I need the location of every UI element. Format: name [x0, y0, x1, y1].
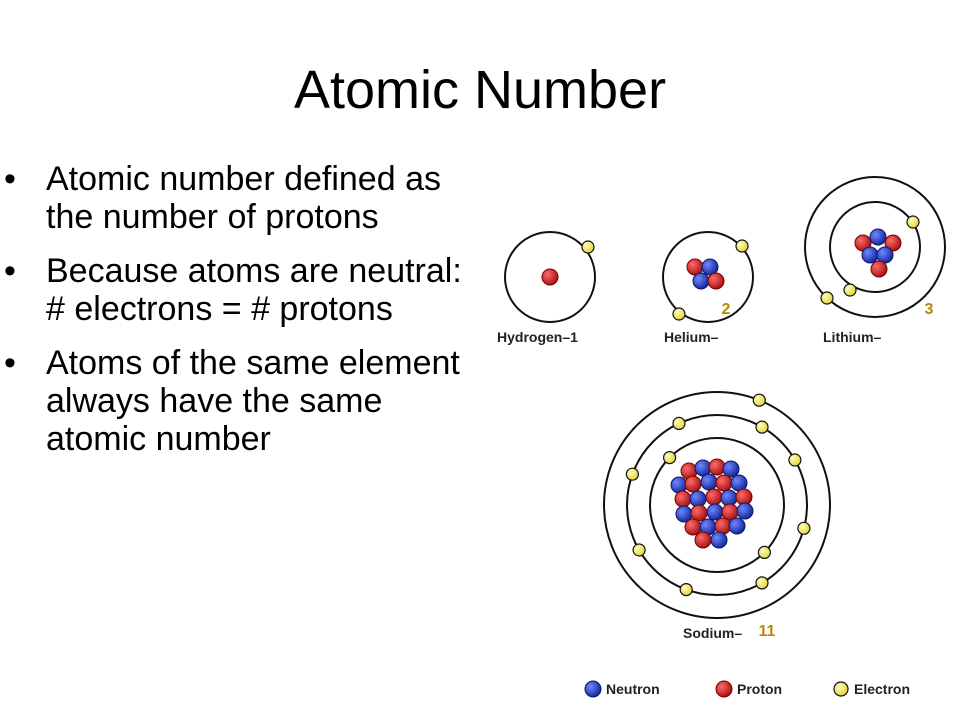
neutron: [701, 474, 717, 490]
electron: [756, 421, 768, 433]
sodium-atom: [604, 392, 830, 641]
atom-models-diagram: [490, 170, 960, 720]
bullet-text: Because atoms are neutral: # electrons = # protons: [46, 252, 462, 328]
atom-label: Helium–: [664, 329, 719, 345]
shell-1: [830, 202, 920, 292]
proton: [709, 459, 725, 475]
legend-label-electron: Electron: [854, 681, 911, 697]
neutron-legend-icon: [585, 681, 601, 697]
slide-title: Atomic Number: [293, 60, 667, 120]
neutron: [870, 229, 886, 245]
lithium-atom: [805, 177, 945, 345]
proton: [542, 269, 558, 285]
electron: [673, 308, 685, 320]
legend: [585, 681, 910, 697]
electron: [844, 284, 856, 296]
neutron: [693, 273, 709, 289]
bullet-text: Atomic number defined as the number of protons: [46, 160, 441, 236]
electron: [736, 240, 748, 252]
neutron: [862, 247, 878, 263]
atom-label: Hydrogen–1: [497, 329, 578, 345]
electron: [821, 292, 833, 304]
bullet-item: [0, 344, 480, 458]
legend-label-proton: Proton: [737, 681, 783, 697]
bullet-item: [0, 160, 480, 236]
bullet-list: [0, 160, 480, 474]
electron: [582, 241, 594, 253]
proton: [871, 261, 887, 277]
bullet-icon: •: [4, 344, 16, 382]
helium-atom: [663, 232, 753, 345]
electron: [789, 454, 801, 466]
proton: [675, 491, 691, 507]
electron: [907, 216, 919, 228]
electron: [633, 544, 645, 556]
proton: [685, 476, 701, 492]
hydrogen-atom: [497, 232, 595, 345]
neutron: [737, 503, 753, 519]
electron: [626, 468, 638, 480]
electron: [664, 452, 676, 464]
electron: [798, 522, 810, 534]
neutron: [723, 461, 739, 477]
atom-label: Lithium–: [823, 329, 882, 345]
neutron: [711, 532, 727, 548]
atomic-number: 11: [758, 623, 776, 640]
electron: [758, 546, 770, 558]
electron: [673, 417, 685, 429]
neutron: [707, 504, 723, 520]
proton: [722, 504, 738, 520]
bullet-item: [0, 252, 480, 328]
electron: [756, 577, 768, 589]
atomic-number: 2: [721, 301, 731, 318]
legend-label-neutron: Neutron: [606, 681, 660, 697]
proton: [708, 273, 724, 289]
electron: [753, 394, 765, 406]
sodium-nucleus: [671, 459, 753, 548]
proton-legend-icon: [716, 681, 732, 697]
neutron: [729, 518, 745, 534]
bullet-icon: •: [4, 252, 16, 290]
bullet-text: Atoms of the same element always have the same atomic number: [46, 344, 460, 458]
atomic-number: 3: [924, 301, 934, 318]
proton: [695, 532, 711, 548]
electron-legend-icon: [834, 682, 848, 696]
proton: [716, 475, 732, 491]
proton: [685, 519, 701, 535]
bullet-icon: •: [4, 160, 16, 198]
atom-label: Sodium–: [683, 625, 743, 641]
proton: [706, 489, 722, 505]
electron: [680, 584, 692, 596]
